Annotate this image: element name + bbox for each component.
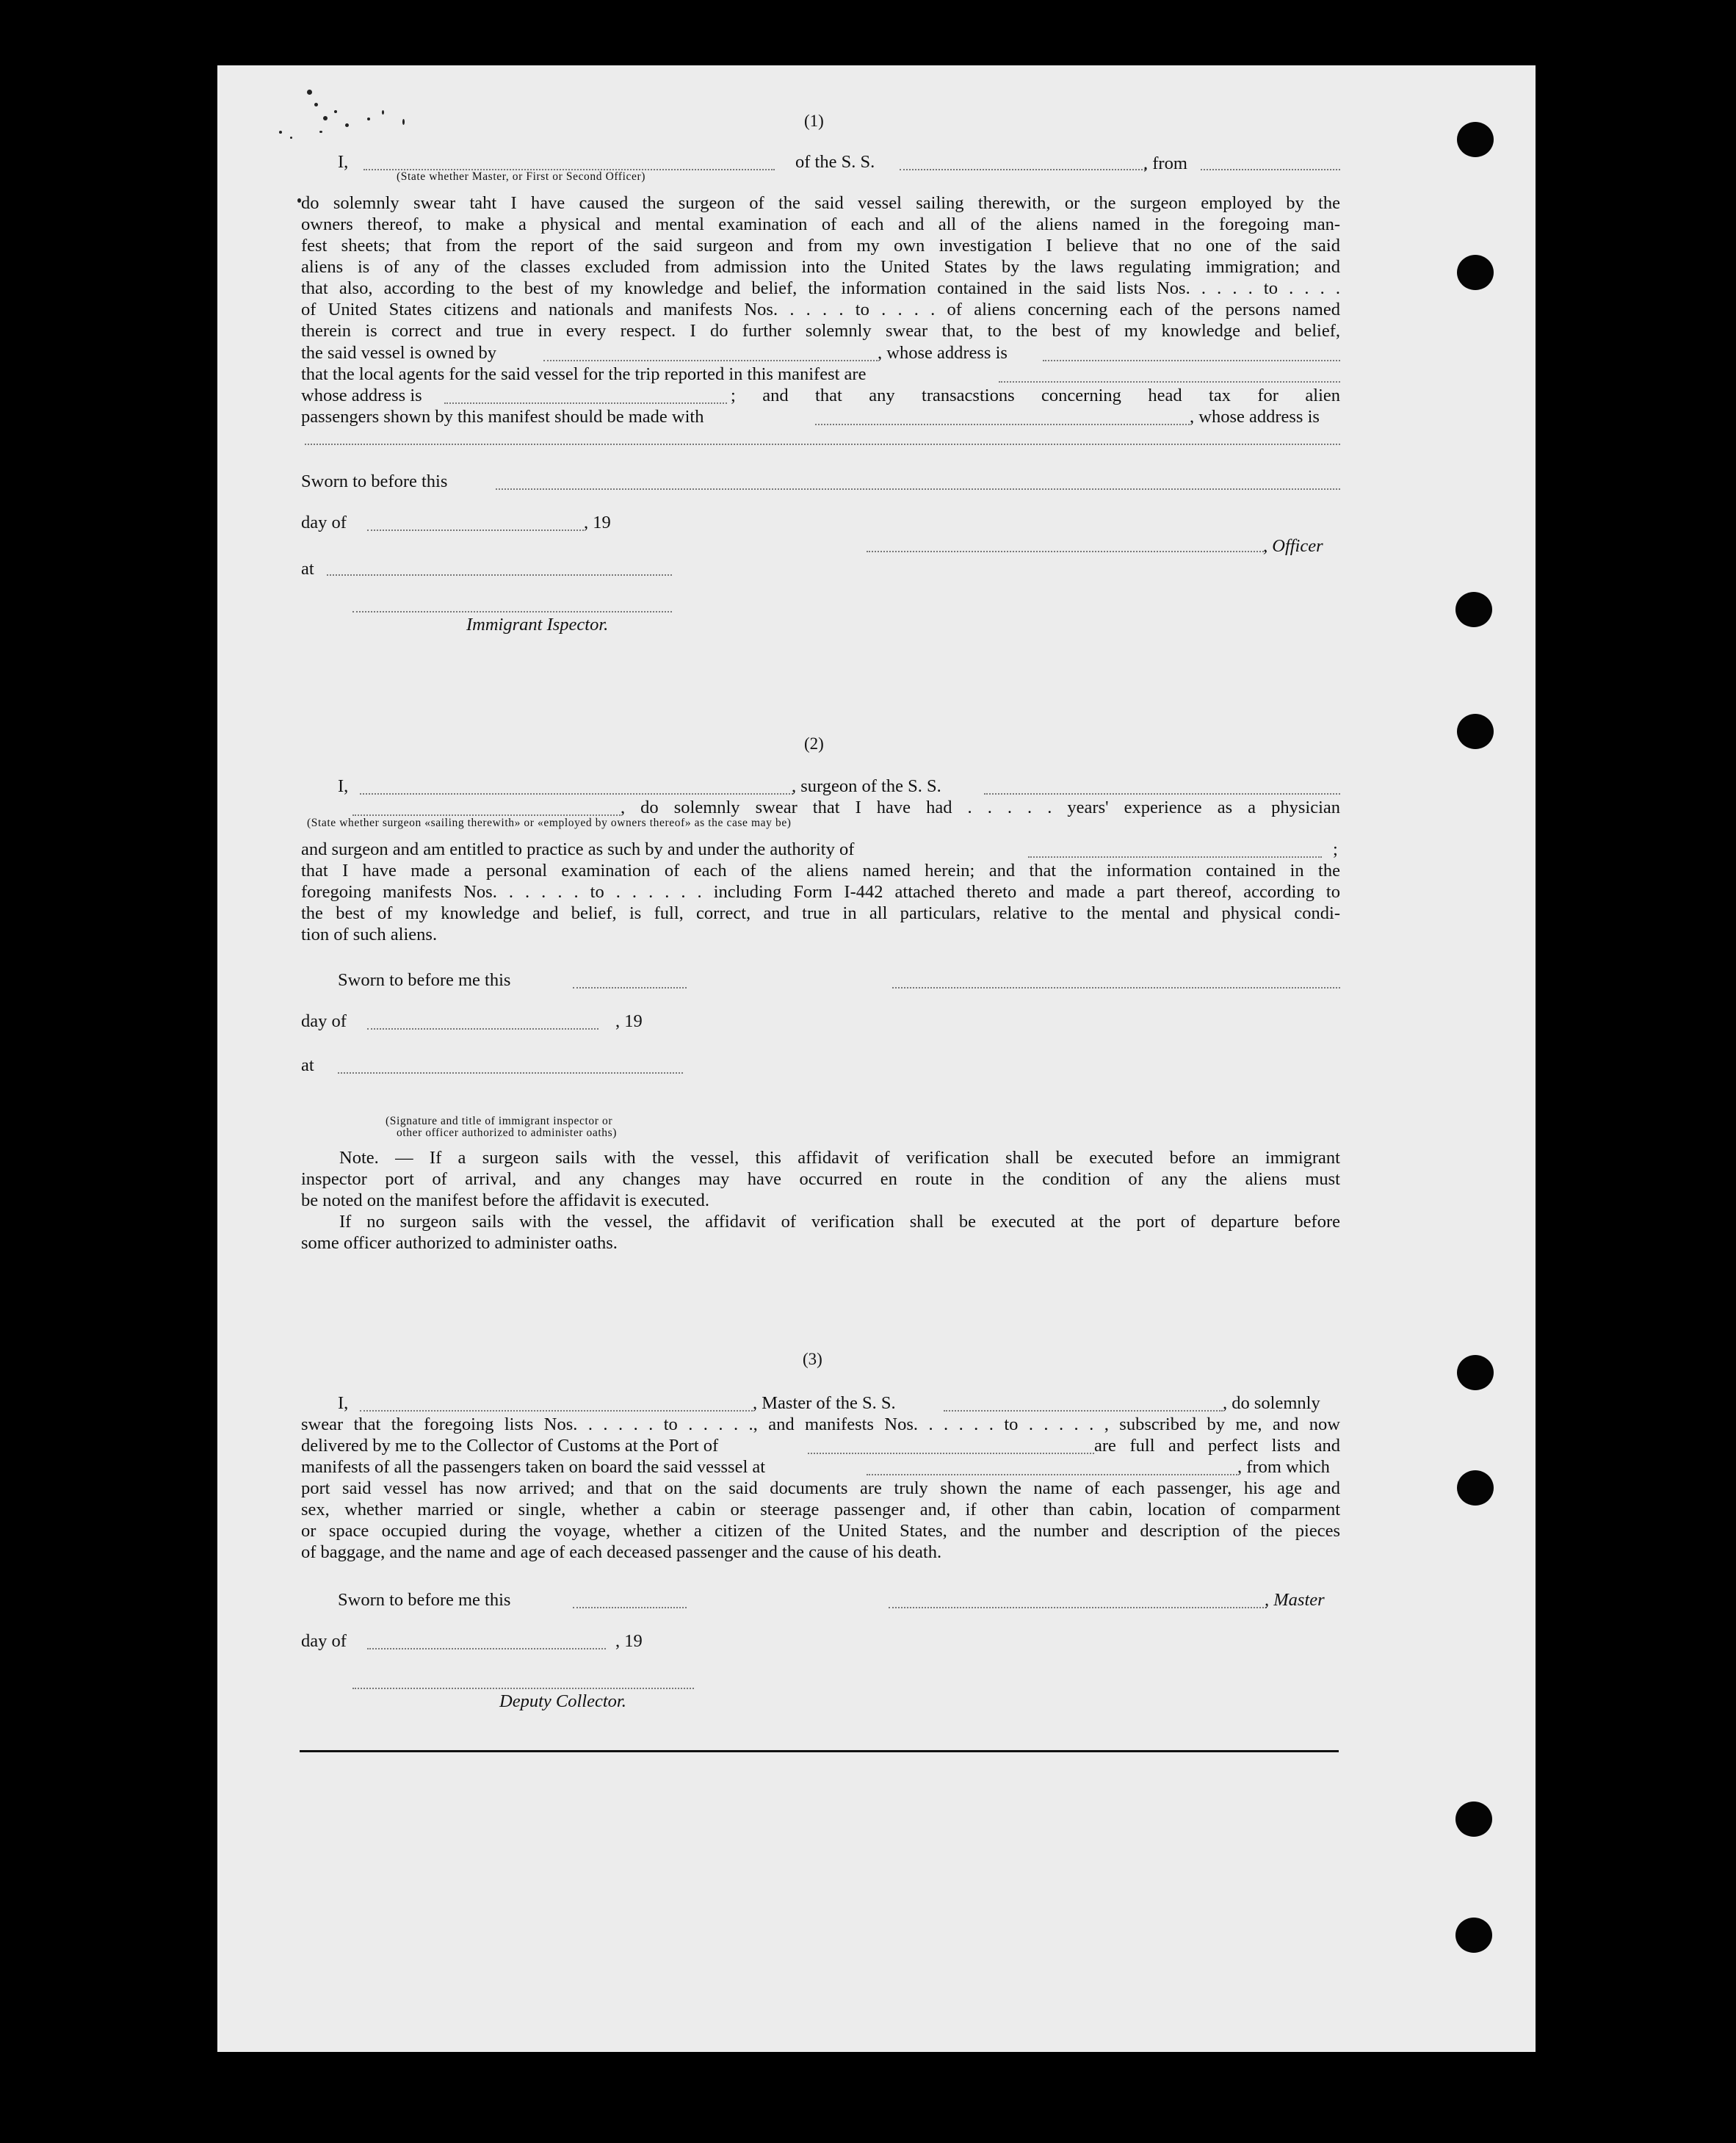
section-number: (3) [803,1350,822,1368]
year-label: , 19 [615,1631,643,1651]
bottom-rule [300,1750,1339,1752]
para-line: foregoing manifests Nos. . . . . . to . . . . . . including Form I-442 attached thereto and made a part thereof, according to [301,882,1340,902]
sworn-day-line [573,1607,687,1608]
port-from-line [1201,169,1340,170]
perfect-lists-label: are full and perfect lists and [1094,1436,1340,1456]
punch-hole [1455,1802,1492,1837]
master-label: , Master [1265,1590,1325,1610]
boarding-port-line [867,1474,1237,1475]
deputy-collector-label: Deputy Collector. [499,1691,626,1711]
i-label: I, [338,152,349,172]
owner-line [543,360,878,361]
punch-hole [1457,714,1494,749]
day-of-label: day of [301,1631,347,1651]
para-line: owners thereof, to make a physical and mental examination of each and all of the aliens named in the foregoing man- [301,214,1340,234]
local-agents-label: that the local agents for the said vessel for the trip reported in this manifest are [301,364,867,384]
para-line: do solemnly swear taht I have caused the surgeon of the said vessel sailing therewith, or the surgeon employed by the [301,193,1340,213]
inspector-signature-line [352,611,672,612]
sworn-date-line [496,488,1340,490]
master-of-label: , Master of the S. S. [753,1393,896,1413]
surgeon-name-line [360,793,793,795]
passengers-label: passengers shown by this manifest should be made with [301,407,704,427]
day-of-label: day of [301,1011,347,1031]
at-label: at [301,559,314,579]
sworn-label: Sworn to before me this [338,1590,511,1610]
place-line [327,574,672,576]
para-line: port said vessel has now arrived; and that on the said documents are truly shown the name of each passenger, his age and [301,1478,1340,1498]
punch-hole [1457,122,1494,157]
master-signature-line [889,1607,1267,1608]
at-label: at [301,1055,314,1075]
para-line: the best of my knowledge and belief, is full, correct, and true in all particulars, relative to the mental and physical condi- [301,903,1340,923]
authority-label: and surgeon and am entitled to practice as such by and under the authority of [301,839,855,859]
month-line [367,1648,606,1649]
day-of-label: day of [301,513,347,532]
i-label: I, [338,1393,349,1413]
punch-hole [1457,255,1494,290]
punch-hole [1455,1918,1492,1953]
ss-label: of the S. S. [795,152,875,172]
head-tax-text: ; and that any transacstions concerning head tax for alien [731,386,1340,405]
para-line: of United States citizens and nationals and manifests Nos. . . . . to . . . . of aliens concerning each of the persons named [301,300,1340,319]
whose-address-label: , whose address is [1190,407,1320,427]
para-line: tion of such aliens. [301,925,438,944]
para-line: or space occupied during the voyage, whether a citizen of the United States, and the number and description of the pieces [301,1521,1340,1541]
place-line [338,1072,683,1074]
section-number: (2) [804,734,824,753]
i-label: I, [338,776,349,796]
semicolon: ; [1333,839,1338,859]
para-line: that I have made a personal examination of each of the aliens named herein; and that the information contained in the [301,861,1340,881]
agent-address-line [444,402,727,404]
master-name-line [360,1410,753,1412]
surgeon-of-label: , surgeon of the S. S. [792,776,941,796]
experience-text: , do solemnly swear that I have had . . . . . years' experience as a physician [621,798,1340,817]
note-line: some officer authorized to administer oaths. [301,1233,618,1253]
boarded-at-label: manifests of all the passengers taken on board the said vesssel at [301,1457,766,1477]
punch-hole [1455,592,1492,627]
do-solemnly-label: , do solemnly [1223,1393,1320,1413]
month-line [367,1028,598,1030]
note-line: be noted on the manifest before the affidavit is executed. [301,1190,710,1210]
collector-signature-line [352,1688,694,1689]
port-line [808,1453,1094,1454]
year-label: , 19 [584,513,611,532]
para-line: therein is correct and true in every respect. I do further solemnly swear that, to the best of my knowledge and belief, [301,321,1340,341]
inspector-label: Immigrant Ispector. [466,615,609,635]
surgeon-signature-line [892,987,1340,989]
agents-line [999,381,1340,383]
head-tax-contact-line [815,424,1190,425]
agent-address-label: whose address is [301,386,422,405]
sworn-day-line [573,987,687,989]
from-which-label: , from which [1237,1457,1330,1477]
whose-address-label: , whose address is [878,343,1008,363]
punch-hole [1457,1470,1494,1506]
year-label: , 19 [615,1011,643,1031]
officer-signature-line [867,551,1267,552]
para-line: of baggage, and the name and age of each deceased passenger and the cause of his death. [301,1542,942,1562]
surgeon-status-line [352,814,621,816]
sworn-label: Sworn to before this [301,471,448,491]
officer-rank-note: (State whether Master, or First or Second Officer) [397,170,646,183]
note-line: If no surgeon sails with the vessel, the affidavit of verification shall be executed at the port of departure before [339,1212,1340,1232]
para-line: fest sheets; that from the report of the said surgeon and from my own investigation I believe that no one of the said [301,236,1340,256]
port-label: delivered by me to the Collector of Customs at the Port of [301,1436,719,1456]
ship-name-line [984,793,1340,795]
para-line: that also, according to the best of my knowledge and belief, the information contained in the said lists Nos. . . . . to . . . . [301,278,1340,298]
from-label: , from [1143,153,1187,173]
signature-note: (Signature and title of immigrant inspector or [386,1115,613,1127]
sworn-label: Sworn to before me this [338,970,511,990]
signature-note: other officer authorized to administer oaths) [397,1127,618,1139]
lists-line: swear that the foregoing lists Nos. . . . . . to . . . . ., and manifests Nos. . . . . . to . . . . . , subscribed by me, and now [301,1414,1340,1434]
officer-label: , Officer [1263,536,1323,556]
note-line: Note. — If a surgeon sails with the vessel, this affidavit of verification shall be executed before an immigrant [339,1148,1340,1168]
authority-line [1028,856,1322,858]
contact-address-line [305,444,1340,445]
section-number: (1) [804,112,824,130]
surgeon-status-note: (State whether surgeon «sailing therewith» or «employed by owners thereof» as the case may be) [307,817,792,829]
punch-hole [1457,1355,1494,1390]
note-line: inspector port of arrival, and any changes may have occurred en route in the condition of any the aliens must [301,1169,1340,1189]
month-line [367,530,584,531]
owner-address-line [1043,360,1340,361]
para-line: aliens is of any of the classes excluded from admission into the United States by the laws regulating immigration; and [301,257,1340,277]
ship-name-line [900,169,1146,170]
owned-by-label: the said vessel is owned by [301,343,497,363]
para-line: sex, whether married or single, whether a cabin or steerage passenger and, if other than cabin, location of comparment [301,1500,1340,1519]
ship-name-line [944,1410,1223,1412]
